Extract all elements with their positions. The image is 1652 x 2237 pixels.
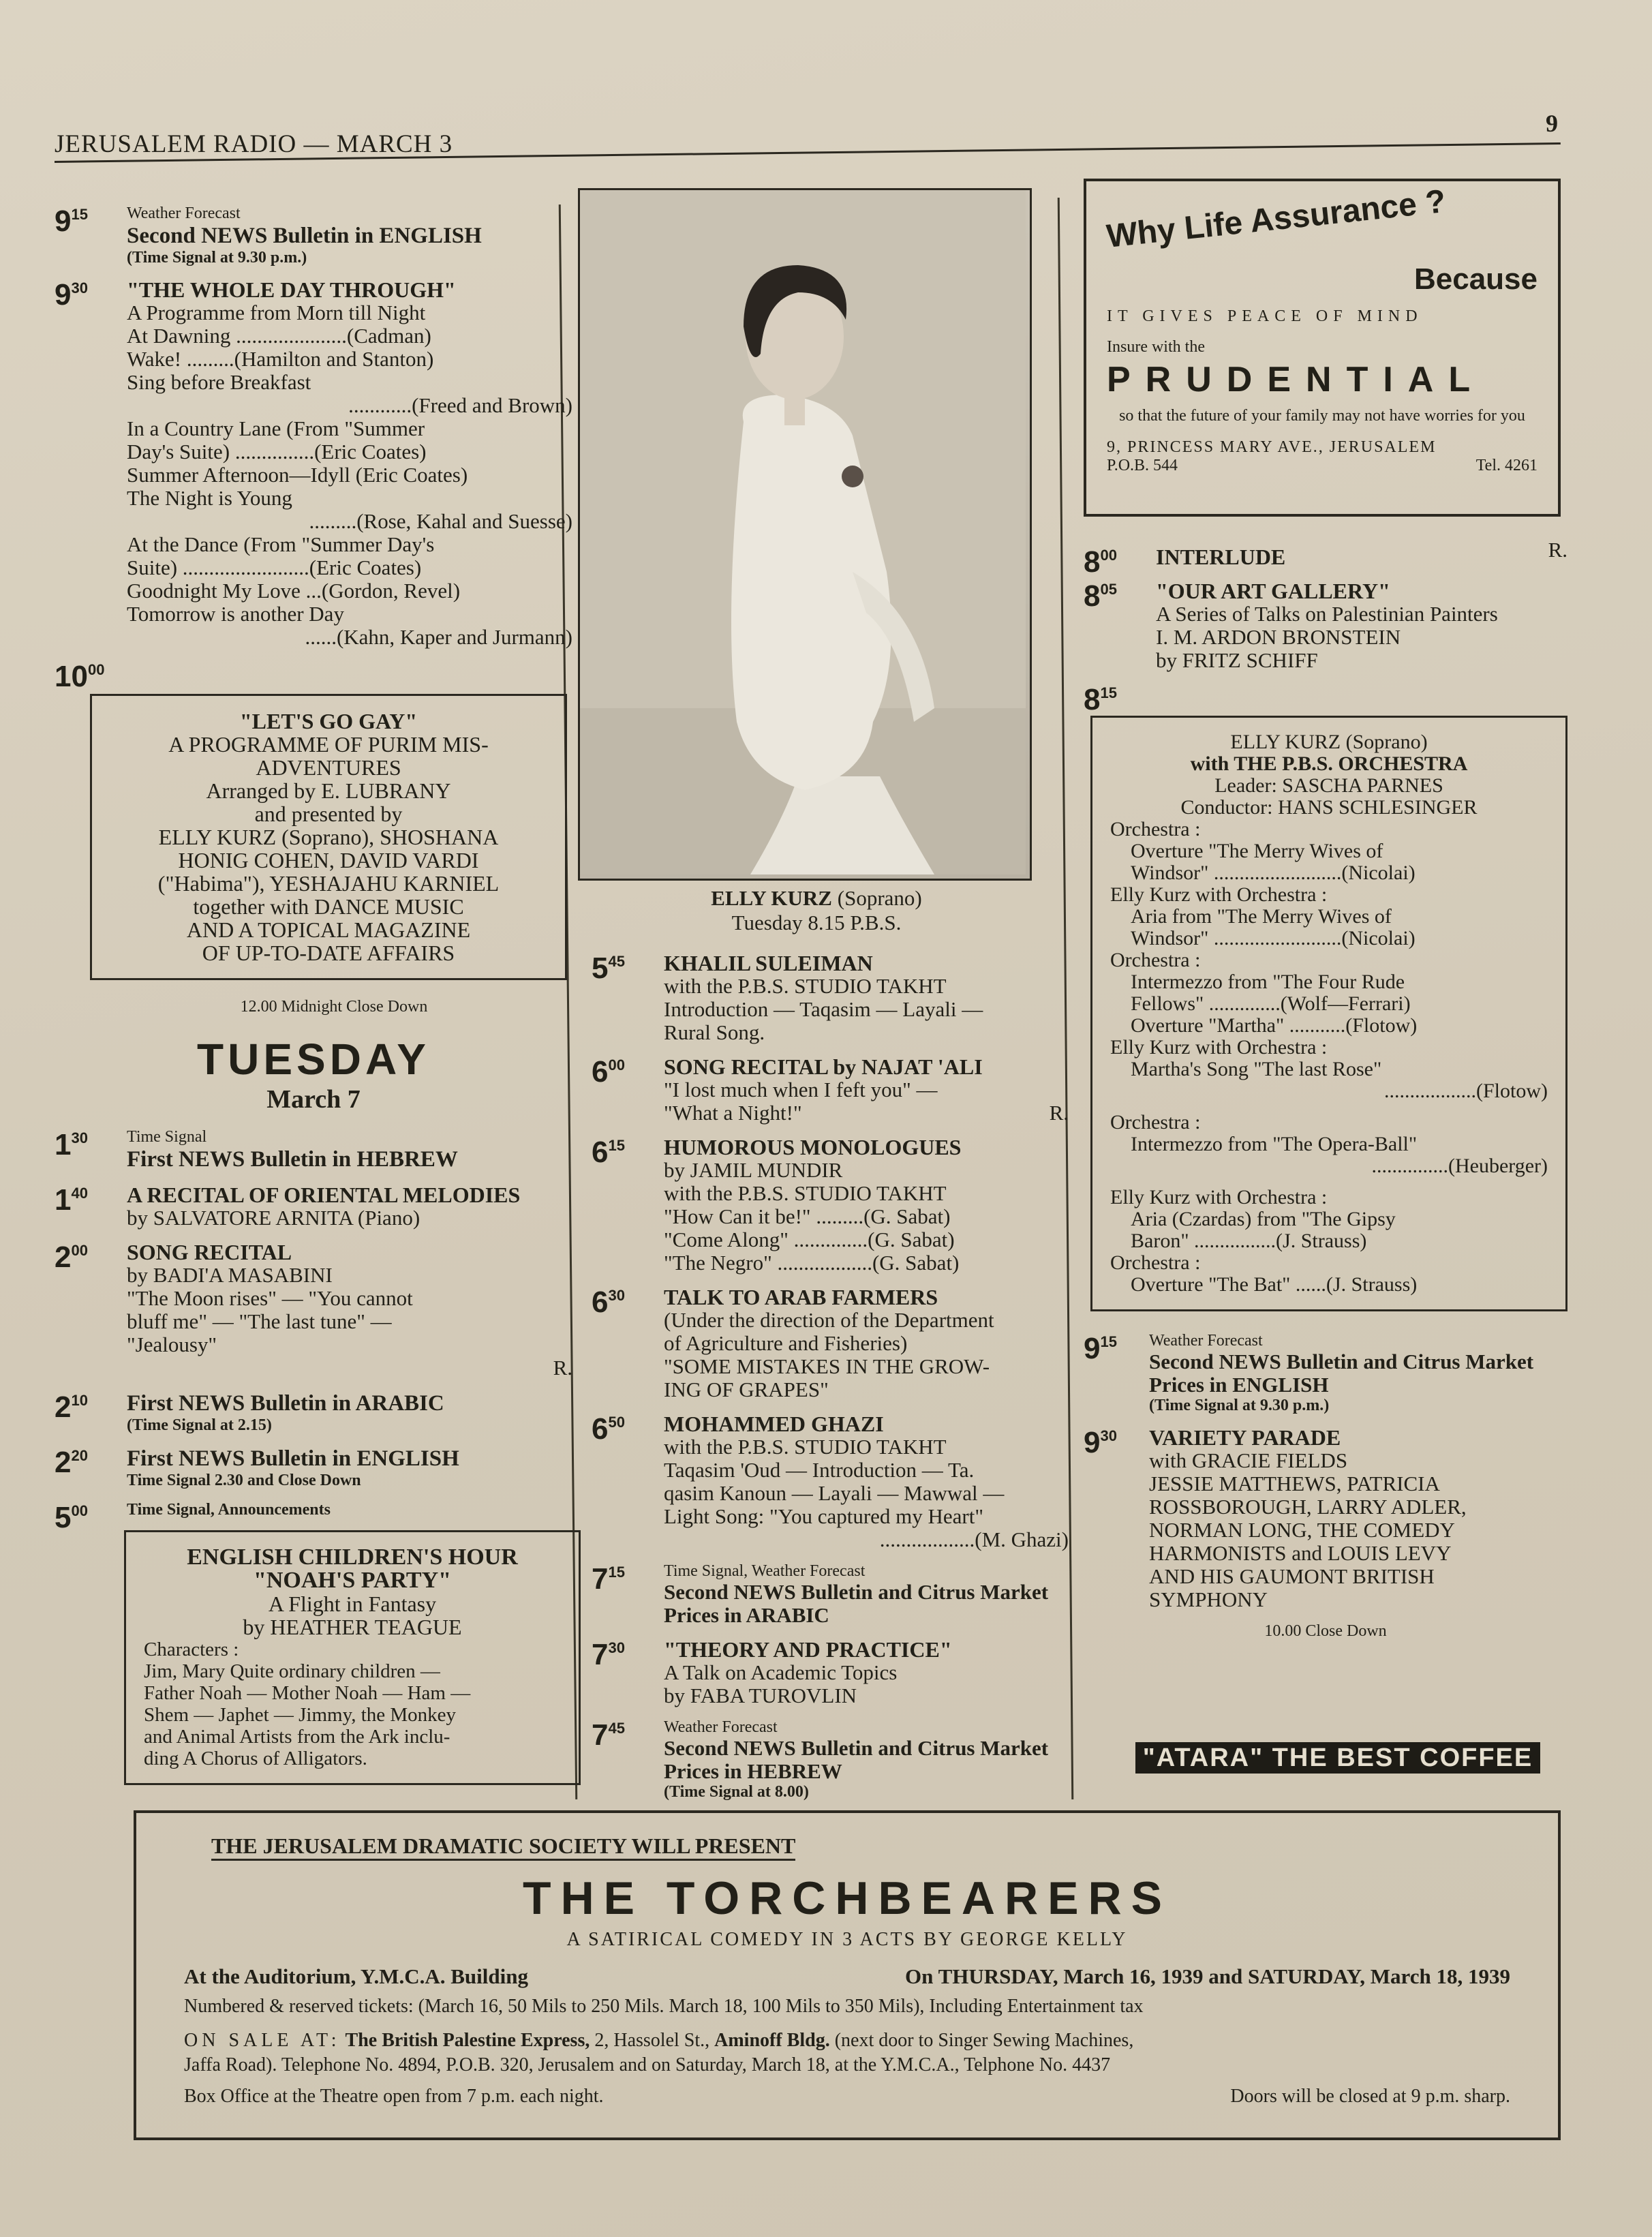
entry-title: Second NEWS Bulletin and Citrus Market Prices in HEBREW bbox=[664, 1736, 1049, 1783]
programme-entry bbox=[592, 1285, 1069, 1401]
programme-entry bbox=[592, 1562, 1069, 1627]
programme-entry bbox=[1084, 683, 1567, 716]
box-office: Box Office at the Theatre open from 7 p.m. each night. bbox=[184, 2086, 604, 2107]
entry-title: First NEWS Bulletin in HEBREW bbox=[127, 1147, 458, 1172]
box-title: ENGLISH CHILDREN'S HOUR bbox=[187, 1544, 518, 1570]
sale-tail: (next door to Singer Sewing Machines, bbox=[834, 2030, 1134, 2051]
sale-label: ON SALE AT: bbox=[184, 2030, 341, 2051]
box-line: ...............(Heuberger) bbox=[1371, 1155, 1548, 1177]
box-line: ding A Chorus of Alligators. bbox=[144, 1748, 367, 1769]
sale-bldg: Aminoff Bldg. bbox=[714, 2030, 830, 2051]
on-sale bbox=[184, 2030, 1510, 2052]
entry-lines bbox=[664, 1435, 1069, 1551]
box-line: A Flight in Fantasy bbox=[268, 1592, 437, 1616]
portrait-illustration bbox=[580, 190, 1026, 874]
box-line: "LET'S GO GAY" bbox=[239, 709, 418, 733]
box-line: Leader: SASCHA PARNES bbox=[1214, 774, 1443, 797]
entry-title: HUMOROUS MONOLOGUES bbox=[664, 1135, 962, 1159]
time-label: $1^{40}$ bbox=[55, 1183, 88, 1217]
entry-lines bbox=[664, 1159, 1069, 1275]
elly-kurz-orchestra-box bbox=[1090, 716, 1567, 1311]
box-line: Overture "Martha" ...........(Flotow) bbox=[1131, 1014, 1418, 1037]
entry-line: Rural Song. bbox=[664, 1020, 765, 1044]
column-1 bbox=[55, 204, 572, 1785]
caption-name: ELLY KURZ bbox=[711, 886, 832, 910]
box-line: Elly Kurz with Orchestra : bbox=[1110, 1036, 1328, 1059]
entry-line: .........(Rose, Kahal and Suesse) bbox=[309, 509, 572, 533]
box-line: Aria from "The Merry Wives of bbox=[1131, 905, 1392, 928]
doors: Doors will be closed at 9 p.m. sharp. bbox=[1230, 2086, 1510, 2107]
entry-lines bbox=[127, 1264, 572, 1380]
programme-entry bbox=[55, 1390, 572, 1435]
entry-line: Light Song: "You captured my Heart" bbox=[664, 1504, 984, 1528]
entry-pre: Time Signal bbox=[127, 1128, 207, 1146]
box-body bbox=[144, 1639, 561, 1769]
time-label: $8^{00}$ bbox=[1084, 545, 1117, 579]
entry-line: AND HIS GAUMONT BRITISH bbox=[1149, 1564, 1435, 1588]
time-label: $6^{15}$ bbox=[592, 1136, 625, 1169]
entry-lines bbox=[664, 1309, 1069, 1401]
entry-title: INTERLUDE bbox=[1156, 545, 1286, 569]
tickets: Numbered & reserved tickets: (March 16, 50 Mils to 250 Mils. March 18, 100 Mils to 350 Mils), Including Entertainment tax bbox=[184, 1996, 1144, 2017]
entry-title: "OUR ART GALLERY" bbox=[1156, 579, 1390, 603]
box-line: Martha's Song "The last Rose" bbox=[1131, 1058, 1382, 1080]
time-label: $6^{00}$ bbox=[592, 1055, 625, 1089]
programme-entry bbox=[592, 1055, 1069, 1125]
entry-title: Second NEWS Bulletin and Citrus Market Prices in ENGLISH bbox=[1149, 1350, 1534, 1397]
entry-line: by FABA TUROVLIN bbox=[664, 1684, 857, 1707]
programme-entry bbox=[1084, 579, 1567, 672]
programme-entry bbox=[55, 1183, 572, 1230]
box-line: and Animal Artists from the Ark inclu- bbox=[144, 1726, 450, 1748]
programme-entry bbox=[1084, 538, 1567, 579]
entry-sub: by SALVATORE ARNITA (Piano) bbox=[127, 1206, 420, 1230]
programme-entry bbox=[55, 278, 572, 649]
entry-title: MOHAMMED GHAZI bbox=[664, 1412, 884, 1436]
caption-role: (Soprano) bbox=[837, 886, 922, 910]
entry-pre: Time Signal, Weather Forecast bbox=[664, 1562, 866, 1580]
entry-note: Time Signal, Announcements bbox=[127, 1501, 331, 1519]
entry-title: KHALIL SULEIMAN bbox=[664, 951, 873, 975]
box-line: HONIG COHEN, DAVID VARDI bbox=[178, 848, 479, 872]
day-heading: TUESDAY bbox=[197, 1035, 430, 1084]
time-label: $2^{00}$ bbox=[55, 1241, 88, 1274]
time-label: $5^{00}$ bbox=[55, 1501, 88, 1534]
entry-line: "The Negro" ..................(G. Sabat) bbox=[664, 1251, 960, 1275]
day-date: March 7 bbox=[266, 1085, 361, 1114]
box-line: Windsor" .........................(Nicolai) bbox=[1131, 927, 1416, 949]
box-line: ..................(Flotow) bbox=[1384, 1080, 1548, 1102]
box-line: ELLY KURZ (Soprano), SHOSHANA bbox=[158, 825, 499, 849]
box-line: OF UP-TO-DATE AFFAIRS bbox=[202, 941, 455, 965]
programme-entry bbox=[55, 1241, 572, 1380]
ad-because: Because bbox=[1413, 262, 1538, 296]
entry-line: I. M. ARDON BRONSTEIN bbox=[1156, 625, 1401, 649]
entry-line: Sing before Breakfast bbox=[127, 370, 311, 394]
programme-entry bbox=[55, 1446, 572, 1490]
box-line: Orchestra : bbox=[1110, 949, 1201, 971]
programme-entry bbox=[592, 1718, 1069, 1801]
box-line: Fellows" ..............(Wolf—Ferrari) bbox=[1131, 992, 1411, 1015]
entry-pre: Weather Forecast bbox=[127, 204, 241, 222]
entry-note: (Time Signal at 2.15) bbox=[127, 1416, 272, 1434]
time-label: $9^{30}$ bbox=[1084, 1426, 1117, 1459]
box-line: Overture "The Merry Wives of bbox=[1131, 840, 1383, 862]
entry-note: (Time Signal at 9.30 p.m.) bbox=[1149, 1397, 1330, 1414]
entry-line: ..................(M. Ghazi) bbox=[879, 1527, 1069, 1551]
ad-brand: PRUDENTIAL bbox=[1107, 360, 1486, 399]
programme-entry bbox=[592, 1638, 1069, 1707]
time-label: $6^{50}$ bbox=[592, 1412, 625, 1446]
entry-line: Introduction — Taqasim — Layali — bbox=[664, 997, 983, 1021]
sale-rest: 2, Hassolel St., bbox=[594, 2030, 710, 2051]
box-line: Elly Kurz with Orchestra : bbox=[1110, 883, 1328, 906]
entry-line: of Agriculture and Fisheries) bbox=[664, 1331, 908, 1355]
entry-line: In a Country Lane (From "Summer bbox=[127, 416, 425, 440]
entry-line: JESSIE MATTHEWS, PATRICIA bbox=[1149, 1472, 1440, 1495]
box-line: Jim, Mary Quite ordinary children — bbox=[144, 1660, 440, 1682]
ad-pob: P.O.B. 544 bbox=[1107, 457, 1178, 474]
programme-entry bbox=[592, 952, 1069, 1044]
entry-title: First NEWS Bulletin in ARABIC bbox=[127, 1391, 444, 1416]
ad-future: so that the future of your family may not have worries for you bbox=[1119, 407, 1525, 425]
time-label: $1^{30}$ bbox=[55, 1128, 88, 1161]
prudential-advert bbox=[1084, 179, 1561, 517]
box-line: Intermezzo from "The Opera-Ball" bbox=[1131, 1133, 1418, 1155]
entry-lines bbox=[1149, 1449, 1567, 1611]
entry-line: Wake! .........(Hamilton and Stanton) bbox=[127, 347, 434, 371]
entry-line: with GRACIE FIELDS bbox=[1149, 1448, 1348, 1472]
entry-title: VARIETY PARADE bbox=[1149, 1425, 1341, 1450]
entry-lines bbox=[664, 1661, 1069, 1707]
time-label: $5^{45}$ bbox=[592, 952, 625, 985]
programme-entry bbox=[55, 1128, 572, 1172]
ad-tel: Tel. 4261 bbox=[1475, 457, 1538, 474]
entry-line: A Talk on Academic Topics bbox=[664, 1660, 898, 1684]
ad-peace: IT GIVES PEACE OF MIND bbox=[1107, 307, 1423, 325]
ad-headline: Why Life Assurance ? bbox=[1105, 183, 1448, 255]
atara-coffee-banner: "ATARA" THE BEST COFFEE bbox=[1135, 1742, 1540, 1774]
box-line: Orchestra : bbox=[1110, 1251, 1201, 1274]
dates: On THURSDAY, March 16, 1939 and SATURDAY, March 18, 1939 bbox=[905, 1964, 1510, 1988]
entry-lines bbox=[664, 975, 1069, 1044]
entry-note: (Time Signal at 8.00) bbox=[664, 1783, 809, 1801]
entry-line: Suite) ........................(Eric Coates) bbox=[127, 556, 422, 579]
column-3 bbox=[1084, 538, 1567, 1641]
venue: At the Auditorium, Y.M.C.A. Building bbox=[184, 1964, 528, 1988]
time-label: $7^{45}$ bbox=[592, 1718, 625, 1752]
entry-line: ......(Kahn, Kaper and Jurmann) bbox=[305, 625, 572, 649]
time-label: $10^{00}$ bbox=[55, 660, 105, 693]
entry-line: At the Dance (From "Summer Day's bbox=[127, 532, 435, 556]
box-line: Father Noah — Mother Noah — Ham — bbox=[144, 1682, 471, 1704]
entry-r: R. bbox=[1548, 538, 1567, 562]
box-line: A PROGRAMME OF PURIM MIS- bbox=[168, 732, 489, 757]
entry-line: A Series of Talks on Palestinian Painters bbox=[1156, 602, 1498, 626]
society-line: THE JERUSALEM DRAMATIC SOCIETY WILL PRESENT bbox=[211, 1833, 795, 1861]
close-down-note: 12.00 Midnight Close Down bbox=[240, 998, 428, 1016]
entry-line: "How Can it be!" .........(G. Sabat) bbox=[664, 1204, 951, 1228]
entry-line: Summer Afternoon—Idyll (Eric Coates) bbox=[127, 463, 468, 487]
entry-line: R. bbox=[1049, 1101, 1069, 1125]
entry-line: Goodnight My Love ...(Gordon, Revel) bbox=[127, 579, 461, 603]
entry-title: Second NEWS Bulletin and Citrus Market Prices in ARABIC bbox=[664, 1580, 1049, 1627]
entry-line: by JAMIL MUNDIR bbox=[664, 1158, 843, 1182]
entry-pre: Weather Forecast bbox=[1149, 1332, 1263, 1350]
ad-insure: Insure with the bbox=[1107, 338, 1205, 356]
play-title: THE TORCHBEARERS bbox=[523, 1872, 1172, 1924]
entry-note: Time Signal 2.30 and Close Down bbox=[127, 1472, 361, 1489]
page-header-title: JERUSALEM RADIO — MARCH 3 bbox=[55, 130, 453, 158]
box-line: with THE P.B.S. ORCHESTRA bbox=[1190, 752, 1468, 775]
photo-caption bbox=[564, 886, 1069, 935]
time-label: $7^{30}$ bbox=[592, 1638, 625, 1671]
play-subtitle: A SATIRICAL COMEDY IN 3 ACTS BY GEORGE KELLY bbox=[566, 1929, 1128, 1950]
box-sub: "NOAH'S PARTY" bbox=[254, 1568, 451, 1593]
elly-kurz-photo bbox=[578, 188, 1032, 881]
entry-line: with the P.B.S. STUDIO TAKHT bbox=[664, 1181, 947, 1205]
box-line: together with DANCE MUSIC bbox=[193, 894, 464, 919]
box-line: Orchestra : bbox=[1110, 818, 1201, 840]
time-label: $2^{20}$ bbox=[55, 1446, 88, 1479]
entry-note: (Time Signal at 9.30 p.m.) bbox=[127, 249, 307, 267]
sale-where: The British Palestine Express, bbox=[345, 2030, 590, 2051]
entry-lines bbox=[127, 301, 572, 649]
box-line: Arranged by E. LUBRANY bbox=[206, 778, 451, 803]
entry-title: SONG RECITAL bbox=[127, 1240, 292, 1264]
entry-line: The Night is Young bbox=[127, 486, 292, 510]
entry-line: At Dawning .....................(Cadman) bbox=[127, 324, 431, 348]
entry-title: SONG RECITAL by NAJAT 'ALI bbox=[664, 1054, 983, 1079]
entry-line: Taqasim 'Oud — Introduction — Ta. bbox=[664, 1458, 975, 1482]
box-line: by HEATHER TEAGUE bbox=[243, 1615, 462, 1639]
time-label: $7^{15}$ bbox=[592, 1562, 625, 1596]
entry-lines bbox=[1156, 603, 1567, 672]
entry-title: "THEORY AND PRACTICE" bbox=[664, 1637, 952, 1662]
column-2 bbox=[592, 886, 1069, 1812]
entry-line: "I lost much when I feft you" — bbox=[664, 1078, 938, 1101]
entry-line: "The Moon rises" — "You cannot bbox=[127, 1286, 413, 1310]
entry-line: SYMPHONY bbox=[1149, 1587, 1268, 1611]
entry-title: First NEWS Bulletin in ENGLISH bbox=[127, 1446, 459, 1471]
box-line: ELLY KURZ (Soprano) bbox=[1230, 731, 1428, 753]
page-number: 9 bbox=[1546, 110, 1558, 137]
programme-entry bbox=[55, 660, 572, 693]
time-label: $8^{05}$ bbox=[1084, 579, 1117, 613]
entry-title: Second NEWS Bulletin in ENGLISH bbox=[127, 224, 482, 248]
box-line: ADVENTURES bbox=[256, 755, 401, 780]
box-line: Baron" ................(J. Strauss) bbox=[1131, 1230, 1367, 1252]
entry-line: by BADI'A MASABINI bbox=[127, 1263, 333, 1287]
box-line: Aria (Czardas) from "The Gipsy bbox=[1131, 1208, 1396, 1230]
box-line: Characters : bbox=[144, 1639, 239, 1660]
box-line: Windsor" .........................(Nicolai) bbox=[1131, 862, 1416, 884]
entry-line: R. bbox=[553, 1356, 572, 1380]
ad-contacts bbox=[1107, 457, 1538, 475]
time-label: $6^{30}$ bbox=[592, 1285, 625, 1319]
programme-entry bbox=[592, 1136, 1069, 1275]
entry-line: A Programme from Morn till Night bbox=[127, 301, 426, 324]
sale-line-2: Jaffa Road). Telephone No. 4894, P.O.B. 320, Jerusalem and on Saturday, March 18, at the Y.M.C.A., Telphone No. 4437 bbox=[184, 2054, 1111, 2075]
programme-entry bbox=[592, 1412, 1069, 1551]
ad-address: 9, PRINCESS MARY AVE., JERUSALEM bbox=[1107, 438, 1437, 456]
lets-go-gay-box bbox=[90, 694, 567, 980]
box-line: Conductor: HANS SCHLESINGER bbox=[1180, 796, 1478, 819]
entry-line: "Come Along" ..............(G. Sabat) bbox=[664, 1228, 955, 1251]
entry-lines bbox=[664, 1078, 1069, 1125]
entry-line: Day's Suite) ...............(Eric Coates) bbox=[127, 440, 427, 463]
entry-pre: Weather Forecast bbox=[664, 1718, 778, 1736]
box-line: Elly Kurz with Orchestra : bbox=[1110, 1186, 1328, 1208]
entry-title: TALK TO ARAB FARMERS bbox=[664, 1285, 938, 1309]
box-line: and presented by bbox=[254, 802, 403, 826]
torchbearers-advert bbox=[134, 1810, 1561, 2140]
entry-line: Tomorrow is another Day bbox=[127, 602, 344, 626]
entry-line: (Under the direction of the Department bbox=[664, 1308, 994, 1332]
box-line: ("Habima"), YESHAJAHU KARNIEL bbox=[157, 871, 500, 896]
entry-line: HARMONISTS and LOUIS LEVY bbox=[1149, 1541, 1452, 1565]
entry-line: NORMAN LONG, THE COMEDY bbox=[1149, 1518, 1455, 1542]
childrens-hour-box bbox=[124, 1530, 581, 1785]
time-label: $8^{15}$ bbox=[1084, 683, 1117, 716]
entry-line: "What a Night!" bbox=[664, 1101, 802, 1125]
entry-line: qasim Kanoun — Layali — Mawwal — bbox=[664, 1481, 1005, 1505]
entry-line: "SOME MISTAKES IN THE GROW- bbox=[664, 1354, 990, 1378]
programme-entry bbox=[55, 1501, 572, 1534]
time-label: $9^{15}$ bbox=[55, 204, 88, 238]
entry-line: ROSSBOROUGH, LARRY ADLER, bbox=[1149, 1495, 1467, 1519]
programme-entry bbox=[1084, 1332, 1567, 1415]
entry-line: "Jealousy" bbox=[127, 1333, 217, 1356]
box-heading bbox=[1110, 731, 1548, 819]
box-line: Orchestra : bbox=[1110, 1111, 1201, 1133]
box-office-row bbox=[184, 2086, 1510, 2107]
entry-line: bluff me" — "The last tune" — bbox=[127, 1309, 392, 1333]
box-line: Shem — Japhet — Jimmy, the Monkey bbox=[144, 1704, 457, 1726]
box-line: Overture "The Bat" ......(J. Strauss) bbox=[1131, 1273, 1418, 1296]
time-label: $9^{30}$ bbox=[55, 278, 88, 311]
venue-dates bbox=[184, 1964, 1510, 1989]
entry-title: A RECITAL OF ORIENTAL MELODIES bbox=[127, 1183, 521, 1207]
box-line: AND A TOPICAL MAGAZINE bbox=[186, 917, 471, 942]
entry-line: with the P.B.S. STUDIO TAKHT bbox=[664, 974, 947, 998]
time-label: $2^{10}$ bbox=[55, 1390, 88, 1424]
entry-title: "THE WHOLE DAY THROUGH" bbox=[127, 277, 456, 302]
caption-when: Tuesday 8.15 P.B.S. bbox=[731, 911, 902, 934]
time-label: $9^{15}$ bbox=[1084, 1332, 1117, 1365]
close-down-note: 10.00 Close Down bbox=[1264, 1622, 1387, 1640]
entry-line: by FRITZ SCHIFF bbox=[1156, 648, 1318, 672]
entry-line: ING OF GRAPES" bbox=[664, 1378, 829, 1401]
programme-entry bbox=[55, 204, 572, 267]
programme-entry bbox=[1084, 1426, 1567, 1611]
box-line: Intermezzo from "The Four Rude bbox=[1131, 971, 1405, 993]
entry-line: ............(Freed and Brown) bbox=[348, 393, 572, 417]
entry-line: with the P.B.S. STUDIO TAKHT bbox=[664, 1435, 947, 1459]
